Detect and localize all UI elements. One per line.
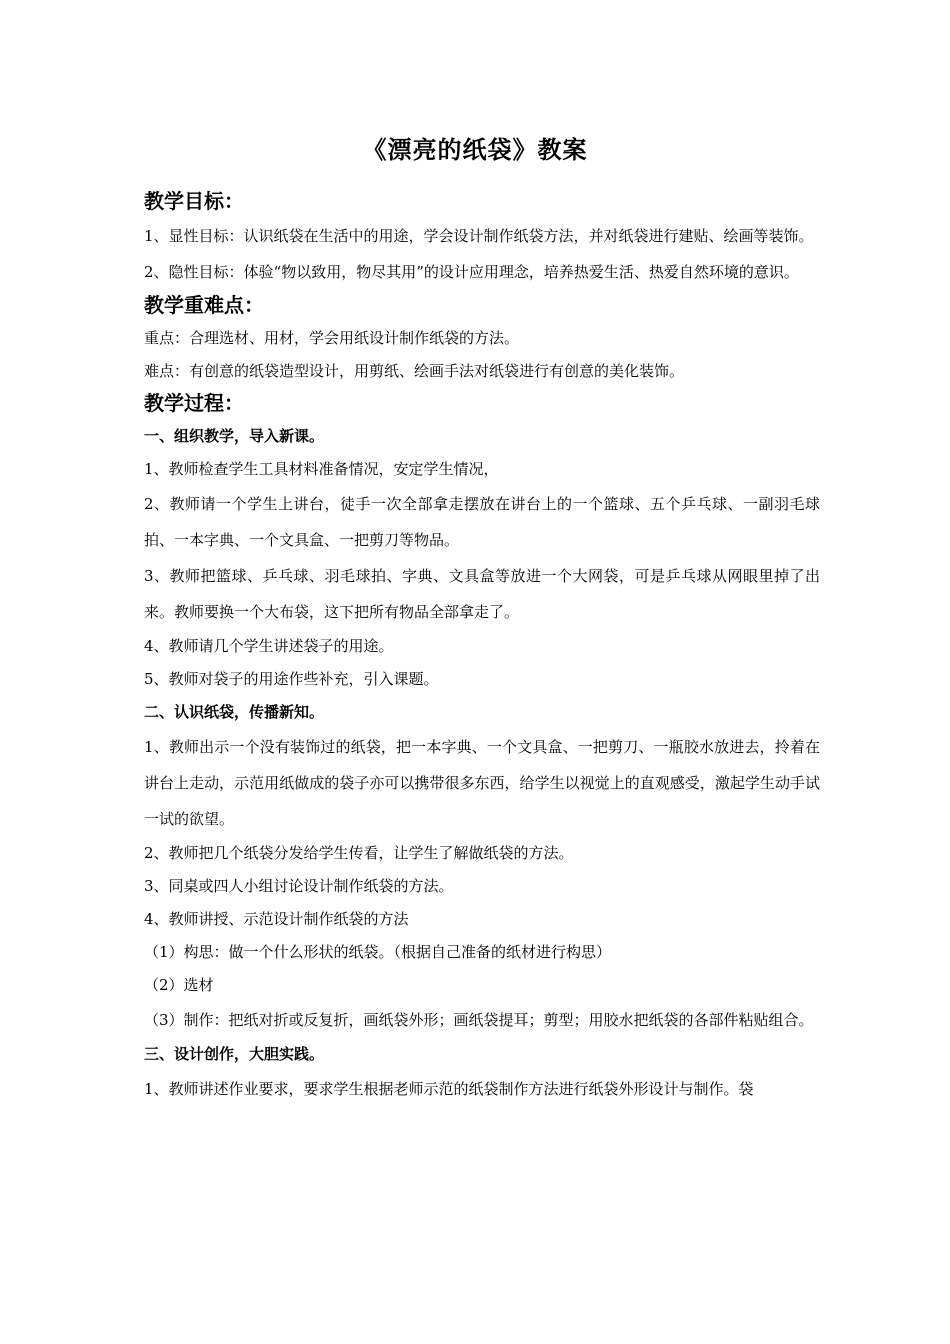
goal-item: 2、隐性目标：体验“物以致用，物尽其用”的设计应用理念，培养热爱生活、热爱自然环境的意识。 — [144, 263, 799, 281]
process-item: 1、教师检查学生工具材料准备情况，安定学生情况， — [144, 460, 499, 478]
process-part-2-heading: 二、认识纸袋，传播新知。 — [144, 703, 325, 721]
section-heading-key-points: 教学重难点： — [144, 293, 264, 317]
process-item: 1、教师讲述作业要求，要求学生根据老师示范的纸袋制作方法进行纸袋外形设计与制作。袋 — [144, 1080, 754, 1098]
process-item: 1、教师出示一个没有装饰过的纸袋，把一本字典、一个文具盒、一把剪刀、一瓶胶水放进去，拎着在讲台上走动，示范用纸做成的袋子亦可以携带很多东西，给学生以视觉上的直观感受，激起学生动手试一试的欲望。 — [144, 738, 820, 828]
key-point-item: 重点：合理选材、用材，学会用纸设计制作纸袋的方法。 — [144, 329, 520, 347]
document-body — [144, 186, 820, 1107]
process-item: （1）构思：做一个什么形状的纸袋。（根据自己准备的纸材进行构思） — [144, 943, 612, 961]
process-part-3-heading: 三、设计创作，大胆实践。 — [144, 1045, 325, 1063]
process-item: 4、教师请几个学生讲述袋子的用途。 — [144, 637, 394, 655]
section-heading-goals: 教学目标： — [144, 189, 244, 213]
process-item: 2、教师请一个学生上讲台，徒手一次全部拿走摆放在讲台上的一个篮球、五个乒乓球、一副羽毛球拍、一本字典、一个文具盒、一把剪刀等物品。 — [144, 495, 820, 549]
process-item: （3）制作：把纸对折或反复折，画纸袋外形；画纸袋提耳；剪型；用胶水把纸袋的各部件粘贴组合。 — [144, 1011, 814, 1029]
section-heading-process: 教学过程： — [144, 391, 244, 415]
process-item: 5、教师对袋子的用途作些补充，引入课题。 — [144, 670, 439, 688]
process-item: 4、教师讲授、示范设计制作纸袋的方法 — [144, 910, 409, 928]
process-item: 2、教师把几个纸袋分发给学生传看，让学生了解做纸袋的方法。 — [144, 844, 574, 862]
process-item: 3、同桌或四人小组讨论设计制作纸袋的方法。 — [144, 877, 454, 895]
process-part-1-heading: 一、组织教学，导入新课。 — [144, 427, 325, 445]
document-title: 《漂亮的纸袋》教案 — [362, 135, 588, 164]
goal-item: 1、显性目标：认识纸袋在生活中的用途，学会设计制作纸袋方法，并对纸袋进行建贴、绘画等装饰。 — [144, 227, 814, 245]
process-item: （2）选材 — [144, 976, 214, 994]
key-point-item: 难点：有创意的纸袋造型设计，用剪纸、绘画手法对纸袋进行有创意的美化装饰。 — [144, 362, 685, 380]
process-item: 3、教师把篮球、乒乓球、羽毛球拍、字典、文具盒等放进一个大网袋，可是乒乓球从网眼里掉了出来。教师要换一个大布袋，这下把所有物品全部拿走了。 — [144, 567, 820, 621]
